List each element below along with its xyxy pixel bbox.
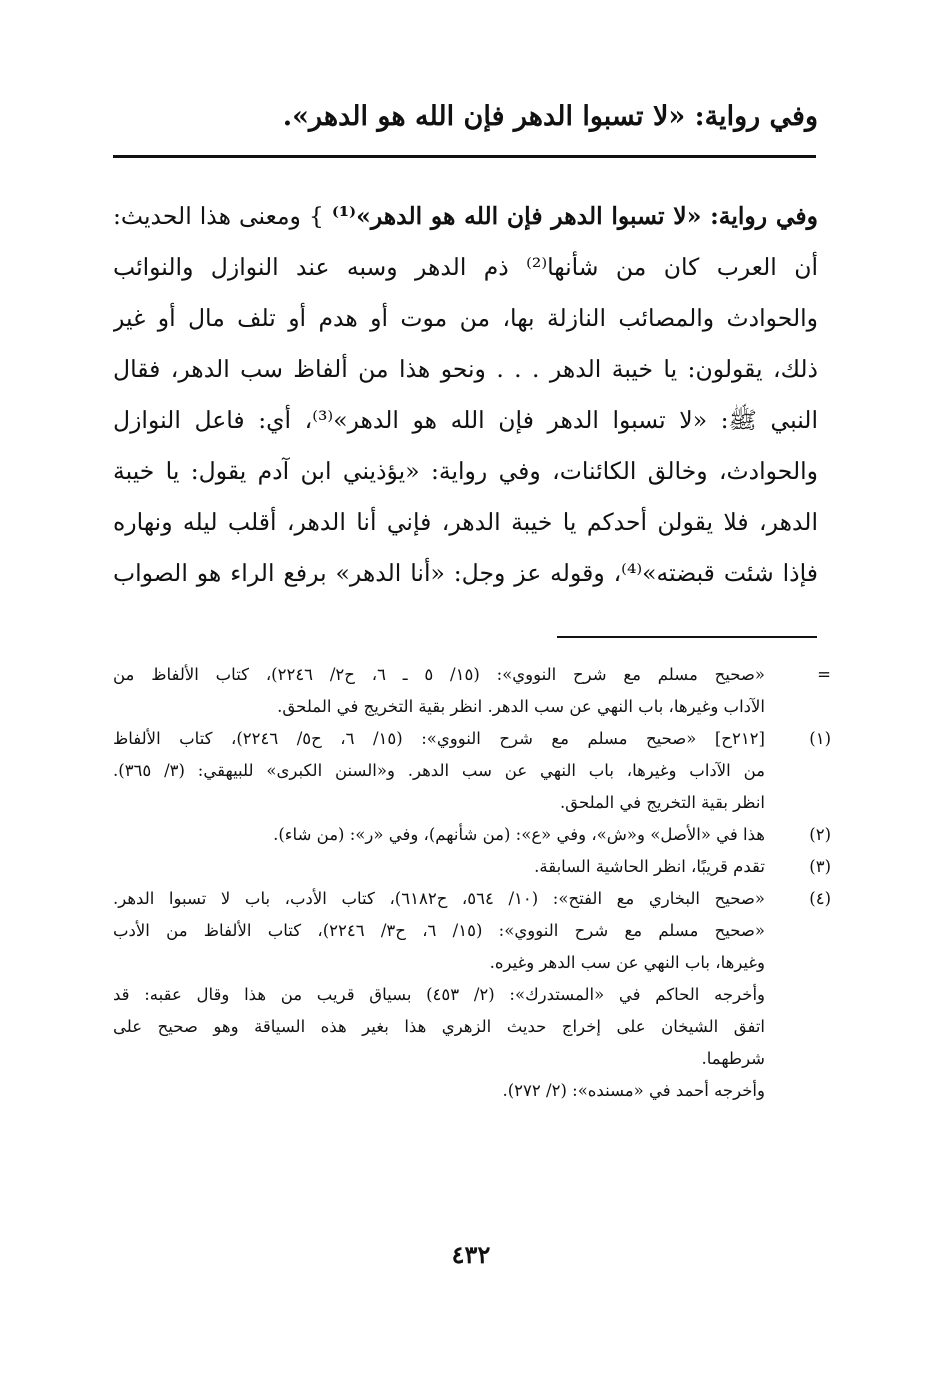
main-line-text: والحوادث والمصائب النازلة بها، من موت أو هدم أو تلف مال أو غير xyxy=(113,304,818,332)
main-line xyxy=(113,395,818,446)
footnote-text: شرطهما. xyxy=(701,1049,765,1068)
footnote-line xyxy=(103,659,831,691)
footnote-line xyxy=(103,851,831,883)
main-line-text: الدهر، فلا يقولن أحدكم يا خيبة الدهر، فإني أنا الدهر، أقلب ليله ونهاره xyxy=(113,508,818,536)
main-line xyxy=(113,191,818,242)
footnote-line xyxy=(103,691,831,723)
header-rule xyxy=(113,155,816,158)
footnote-text: وغيرها، باب النهي عن سب الدهر وغيره. xyxy=(489,953,765,972)
footnote-text: «صحيح مسلم مع شرح النووي»: (١٥/ ٥ ـ ٦، ح٢/ ٢٢٤٦)، كتاب الألفاظ من xyxy=(113,665,765,684)
main-line-text: النبي ﷺ: «لا تسبوا الدهر فإن الله هو الدهر»⁽³⁾، أي: فاعل النوازل xyxy=(113,406,818,434)
footnote-text: تقدم قريبًا، انظر الحاشية السابقة. xyxy=(534,857,765,876)
main-line xyxy=(113,293,818,344)
main-line xyxy=(113,242,818,293)
footnote-line xyxy=(103,883,831,915)
footnote-marker: (٢) xyxy=(809,825,831,844)
footnote-line xyxy=(103,755,831,787)
main-line xyxy=(113,548,818,599)
footnote-line xyxy=(103,915,831,947)
page-number: ٤٣٢ xyxy=(451,1240,491,1269)
footnote-line xyxy=(103,723,831,755)
footnote-text: هذا في «الأصل» و«ش»، وفي «ع»: (من شأنهم)، وفي «ر»: (من شاء). xyxy=(273,825,765,844)
main-line-text: أن العرب كان من شأنها⁽²⁾ ذم الدهر وسبه عند النوازل والنوائب xyxy=(113,253,818,281)
footnote-text: انظر بقية التخريج في الملحق. xyxy=(559,793,765,812)
main-text xyxy=(113,191,818,599)
main-line xyxy=(113,344,818,395)
main-line-text: والحوادث، وخالق الكائنات، وفي رواية: «يؤذيني ابن آدم يقول: يا خيبة xyxy=(113,457,818,485)
footnotes xyxy=(103,659,831,1107)
footnote-line xyxy=(103,979,831,1011)
footnote-marker: (٤) xyxy=(809,889,831,908)
footnote-line xyxy=(103,947,831,979)
footnote-line xyxy=(103,1011,831,1043)
footnote-line xyxy=(103,1075,831,1107)
footnote-marker: (١) xyxy=(809,729,831,748)
footnote-text: «صحيح البخاري مع الفتح»: (١٠/ ٥٦٤، ح٦١٨٢)، كتاب الأدب، باب لا تسبوا الدهر. xyxy=(113,889,765,908)
running-header: وفي رواية: «لا تسبوا الدهر فإن الله هو الدهر». xyxy=(282,101,818,132)
footnote-text: اتفق الشيخان على إخراج حديث الزهري هذا بغير هذه السياقة وهو صحيح على xyxy=(113,1017,765,1036)
main-line-text: } ومعنى هذا الحديث: xyxy=(113,202,324,230)
footnote-text: الآداب وغيرها، باب النهي عن سب الدهر. انظر بقية التخريج في الملحق. xyxy=(277,697,765,716)
main-line-text: ذلك، يقولون: يا خيبة الدهر . . . ونحو هذا من ألفاظ سب الدهر، فقال xyxy=(113,355,818,383)
footnote-text: «صحيح مسلم مع شرح النووي»: (١٥/ ٦، ح٣/ ٢٢٤٦)، كتاب الألفاظ من الأدب xyxy=(113,921,765,940)
main-line-text: فإذا شئت قبضته»⁽⁴⁾، وقوله عز وجل: «أنا الدهر» برفع الراء هو الصواب xyxy=(113,559,818,587)
footnote-text: وأخرجه الحاكم في «المستدرك»: (٢/ ٤٥٣) بسياق قريب من هذا وقال عقبه: قد xyxy=(113,985,765,1004)
footnote-separator xyxy=(557,636,817,638)
main-line xyxy=(113,497,818,548)
footnote-text: من الآداب وغيرها، باب النهي عن سب الدهر. و«السنن الكبرى» للبيهقي: (٣/ ٣٦٥). xyxy=(113,761,765,780)
footnote-line xyxy=(103,819,831,851)
footnote-text: [٢١٢ح] «صحيح مسلم مع شرح النووي»: (١٥/ ٦، ح٥/ ٢٢٤٦)، كتاب الألفاظ xyxy=(113,729,765,748)
footnote-text: وأخرجه أحمد في «مسنده»: (٢/ ٢٧٢). xyxy=(502,1081,765,1100)
footnote-marker: (٣) xyxy=(809,857,831,876)
main-line xyxy=(113,446,818,497)
footnote-line xyxy=(103,1043,831,1075)
footnote-marker: = xyxy=(817,665,831,684)
quoted-hadith: وفي رواية: «لا تسبوا الدهر فإن الله هو الدهر»⁽¹⁾ xyxy=(331,202,818,230)
footnote-line xyxy=(103,787,831,819)
